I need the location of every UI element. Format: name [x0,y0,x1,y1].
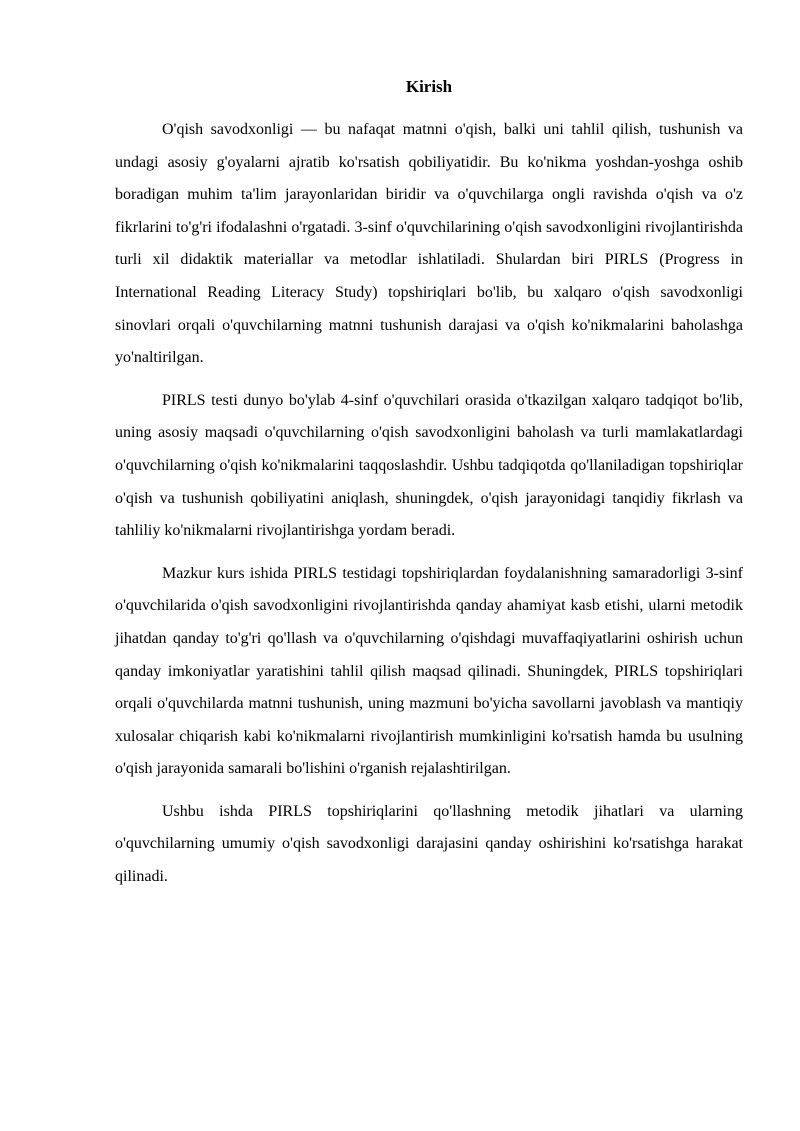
paragraph-2: PIRLS testi dunyo bo'ylab 4-sinf o'quvchilari orasida o'tkazilgan xalqaro tadqiqot bo'lib, uning asosiy maqsadi o'quvchilarning o'qish savodxonligini baholash va turli mamlakatlardagi o'quvchilarning o'qish ko'nikmalarini taqqoslashdir. Ushbu tadqiqotda qo'llaniladigan topshiriqlar o'qish va tushunish qobiliyatini aniqlash, shuningdek, o'qish jarayonidagi tanqidiy fikrlash va tahliliy ko'nikmalarni rivojlantirishga yordam beradi. [115,391,743,540]
paragraph-3: Mazkur kurs ishida PIRLS testidagi topshiriqlardan foydalanishning samaradorligi 3-sinf o'quvchilarida o'qish savodxonligini rivojlantirishda qanday ahamiyat kasb etishi, ularni metodik jihatdan qanday to'g'ri qo'llash va o'quvchilarning o'qishdagi muvaffaqiyatlarini oshirish uchun qanday imkoniyatlar yaratishini tahlil qilish maqsad qilinadi. Shuningdek, PIRLS topshiriqlari orqali o'quvchilarda matnni tushunish, uning mazmuni bo'yicha savollarni javoblash va mantiqiy xulosalar chiqarish kabi ko'nikmalarni rivojlantirish mumkinligini ko'rsatish hamda bu usulning o'qish jarayonida samarali bo'lishini o'rganish rejalashtirilgan. [115,564,743,778]
page-title: Kirish [405,77,453,96]
paragraph-1: O'qish savodxonligi — bu nafaqat matnni o'qish, balki uni tahlil qilish, tushunish va undagi asosiy g'oyalarni ajratib ko'rsatish qobiliyatidir. Bu ko'nikma yoshdan-yoshga oshib boradigan muhim ta'lim jarayonlaridan biridir va o'quvchilarga ongli ravishda o'qish va o'z fikrlarini to'g'ri ifodalashni o'rgatadi. 3-sinf o'quvchilarining o'qish savodxonligini rivojlantirishda turli xil didaktik materiallar va metodlar ishlatiladi. Shulardan biri PIRLS (Progress in International Reading Literacy Study) topshiriqlari bo'lib, bu xalqaro o'qish savodxonligi sinovlari orqali o'quvchilarning matnni tushunish darajasi va o'qish ko'nikmalarini baholashga yo'naltirilgan. [115,121,743,367]
paragraph-4: Ushbu ishda PIRLS topshiriqlarini qo'llashning metodik jihatlari va ularning o'quvchilarning umumiy o'qish savodxonligi darajasini qanday oshirishini ko'rsatishga harakat qilinadi. [115,802,743,886]
